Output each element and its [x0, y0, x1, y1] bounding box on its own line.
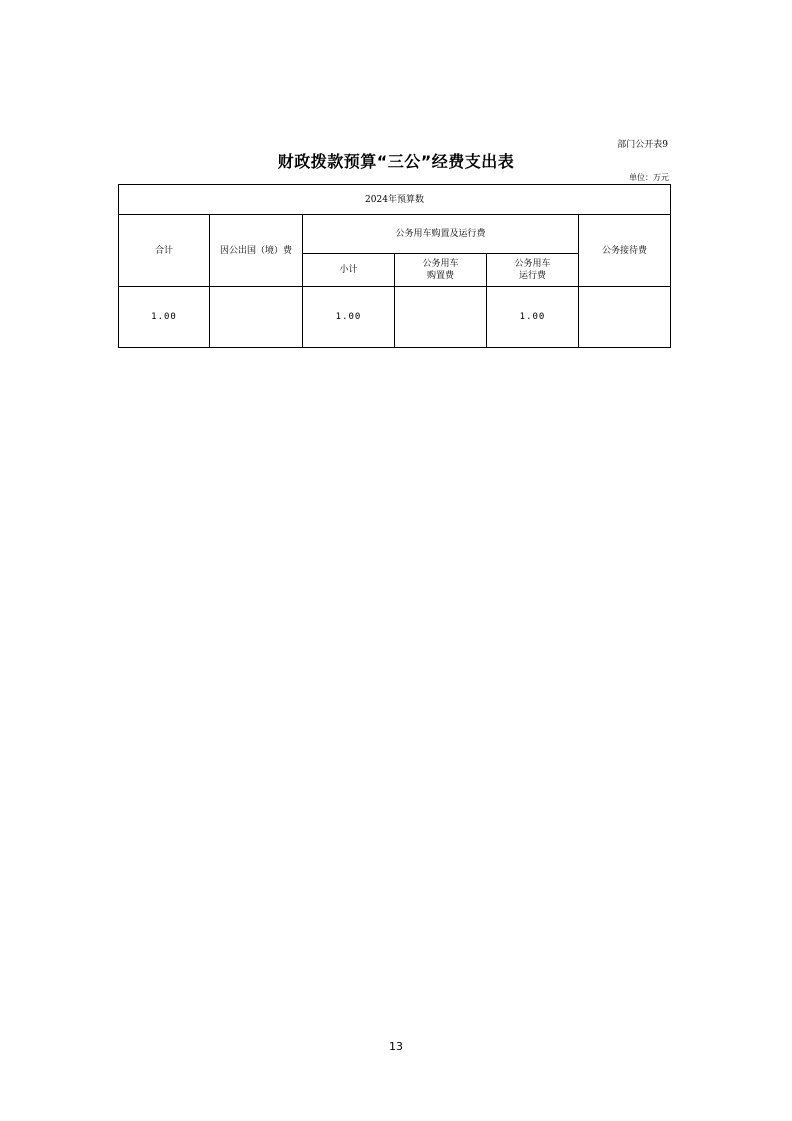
column-header-vehicle-operation	[487, 254, 579, 287]
year-header: 2024年预算数	[119, 185, 671, 215]
cell-total: 1.00	[119, 287, 210, 348]
page-number: 13	[389, 1040, 403, 1053]
vehicle-purchase-line2: 购置费	[426, 271, 454, 281]
unit-label: 单位：万元	[629, 173, 669, 182]
table-header-row	[119, 215, 671, 254]
column-header-outbound: 因公出国（境）费	[210, 215, 303, 287]
page-title: 财政拨款预算“三公”经费支出表	[277, 152, 515, 171]
column-header-reception: 公务接待费	[579, 215, 671, 287]
vehicle-purchase-line1: 公务用车	[422, 259, 459, 269]
table-row	[119, 287, 671, 348]
vehicle-operation-line2: 运行费	[518, 271, 546, 281]
budget-table	[118, 184, 671, 348]
column-header-vehicle-group: 公务用车购置及运行费	[303, 215, 579, 254]
cell-reception	[579, 287, 671, 348]
form-id: 部门公开表9	[617, 140, 668, 150]
vehicle-operation-line1: 公务用车	[514, 259, 551, 269]
cell-outbound	[210, 287, 303, 348]
column-header-total: 合计	[119, 215, 210, 287]
cell-vehicle-subtotal: 1.00	[303, 287, 395, 348]
cell-vehicle-operation: 1.00	[487, 287, 579, 348]
column-header-vehicle-purchase	[395, 254, 487, 287]
column-header-vehicle-subtotal: 小计	[303, 254, 395, 287]
table-header-row	[119, 185, 671, 215]
cell-vehicle-purchase	[395, 287, 487, 348]
